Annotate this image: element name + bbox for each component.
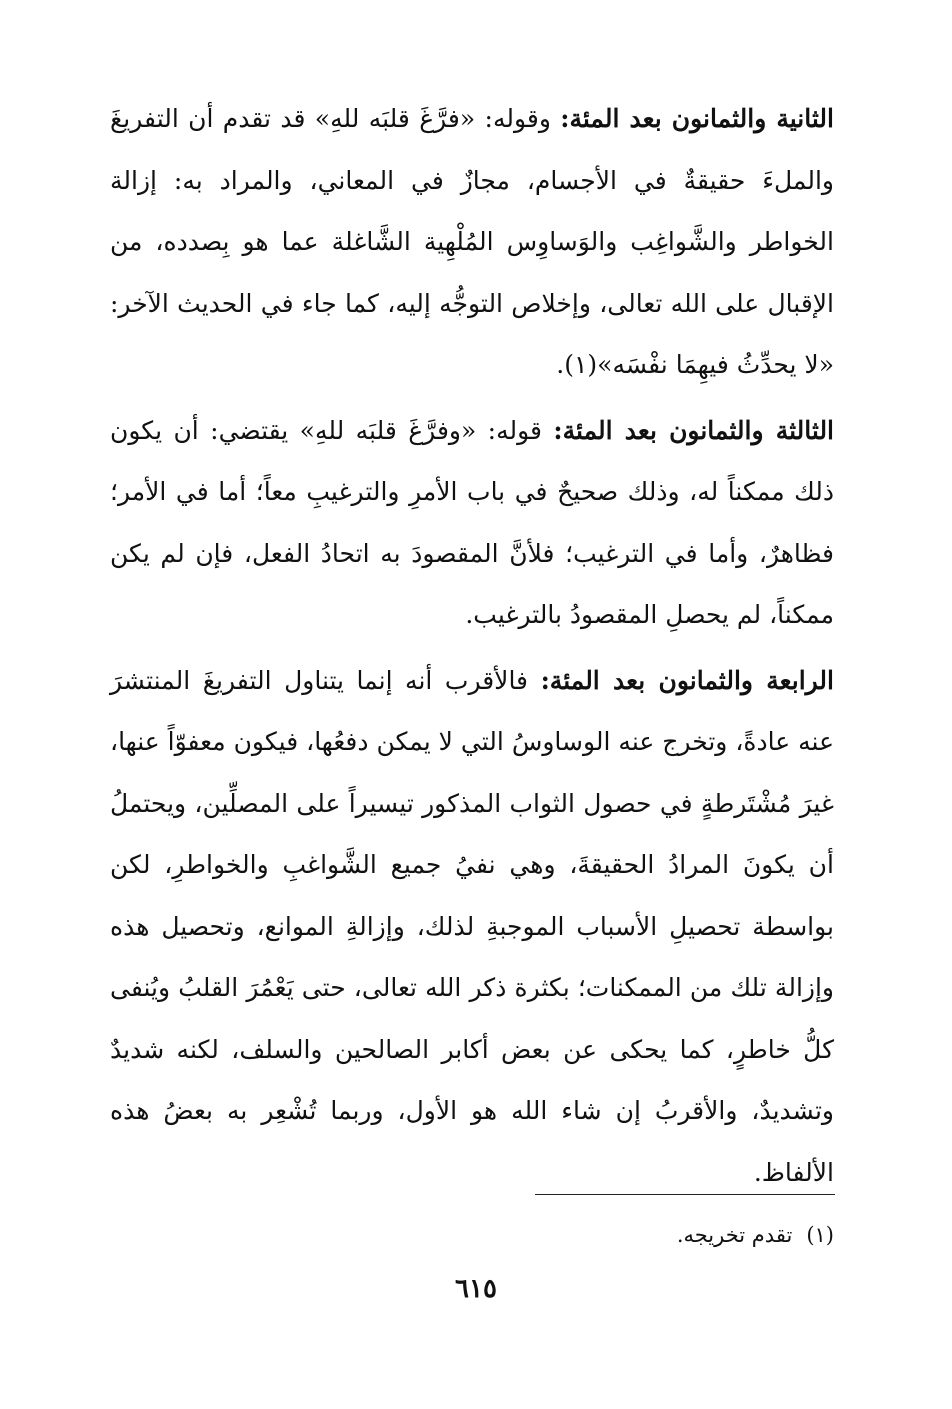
paragraph-text: فالأقرب أنه إنما يتناول التفريغَ المنتشرَ عنه عادةً، وتخرج عنه الوساوسُ التي لا يمكن دفعُها، فيكون معفوّاً عنها، غيرَ مُشْتَرطةٍ في حصول الثواب المذكور تيسيراً على المصلِّين، ويحتملُ أن يكونَ المرادُ الحقيقةَ، وهي نفيُ جميع الشَّواغبِ والخواطرِ، لكن بواسطة تحصيلِ الأسباب الموجبةِ لذلك، وإزالةِ الموانع، وتحصيل هذه وإزالة تلك من الممكنات؛ بكثرة ذكر الله تعالى، حتى يَعْمُرَ القلبُ ويُنفى كلُّ خاطرٍ، كما يحكى عن بعض أكابر الصالحين والسلف، لكنه شديدٌ وتشديدٌ، والأقربُ إن شاء الله هو الأول، وربما تُشْعِر به بعضُ هذه الألفاظ.: [110, 665, 834, 1187]
footnote-number: (١): [806, 1223, 834, 1247]
footnote-text: تقدم تخريجه.: [676, 1223, 793, 1247]
paragraph-text: وقوله: «فرَّغَ قلبَه للهِ» قد تقدم أن التفريغَ والملءَ حقيقةٌ في الأجسام، مجازٌ في المعاني، والمراد به: إزالة الخواطر والشَّواغِب والوَساوِس المُلْهِية الشَّاغلة عما هو بِصدده، من الإقبال على الله تعالى، وإخلاص التوجُّه إليه، كما جاء في الحديث الآخر: «لا يحدِّثُ فيهِمَا نفْسَه»(١).: [110, 104, 834, 379]
paragraph-heading: الثالثة والثمانون بعد المئة:: [553, 415, 835, 445]
paragraph-184: [110, 650, 834, 1204]
paragraph-heading: الثانية والثمانون بعد المئة:: [560, 104, 834, 133]
paragraph-heading: الرابعة والثمانون بعد المئة:: [540, 665, 834, 695]
footnote-divider: [535, 1194, 835, 1195]
page-body: [110, 88, 834, 1207]
footnote: [677, 1220, 834, 1250]
paragraph-182: [110, 88, 834, 396]
paragraph-183: [110, 400, 834, 646]
paragraph-text: قوله: «وفرَّغَ قلبَه للهِ» يقتضي: أن يكون ذلك ممكناً له، وذلك صحيحٌ في باب الأمرِ والترغيبِ معاً؛ أما في الأمر؛ فظاهرٌ، وأما في الترغيب؛ فلأنَّ المقصودَ به اتحادُ الفعل، فإن لم يكن ممكناً، لم يحصلِ المقصودُ بالترغيب.: [110, 415, 834, 629]
page-number: ٦١٥: [455, 1274, 497, 1304]
